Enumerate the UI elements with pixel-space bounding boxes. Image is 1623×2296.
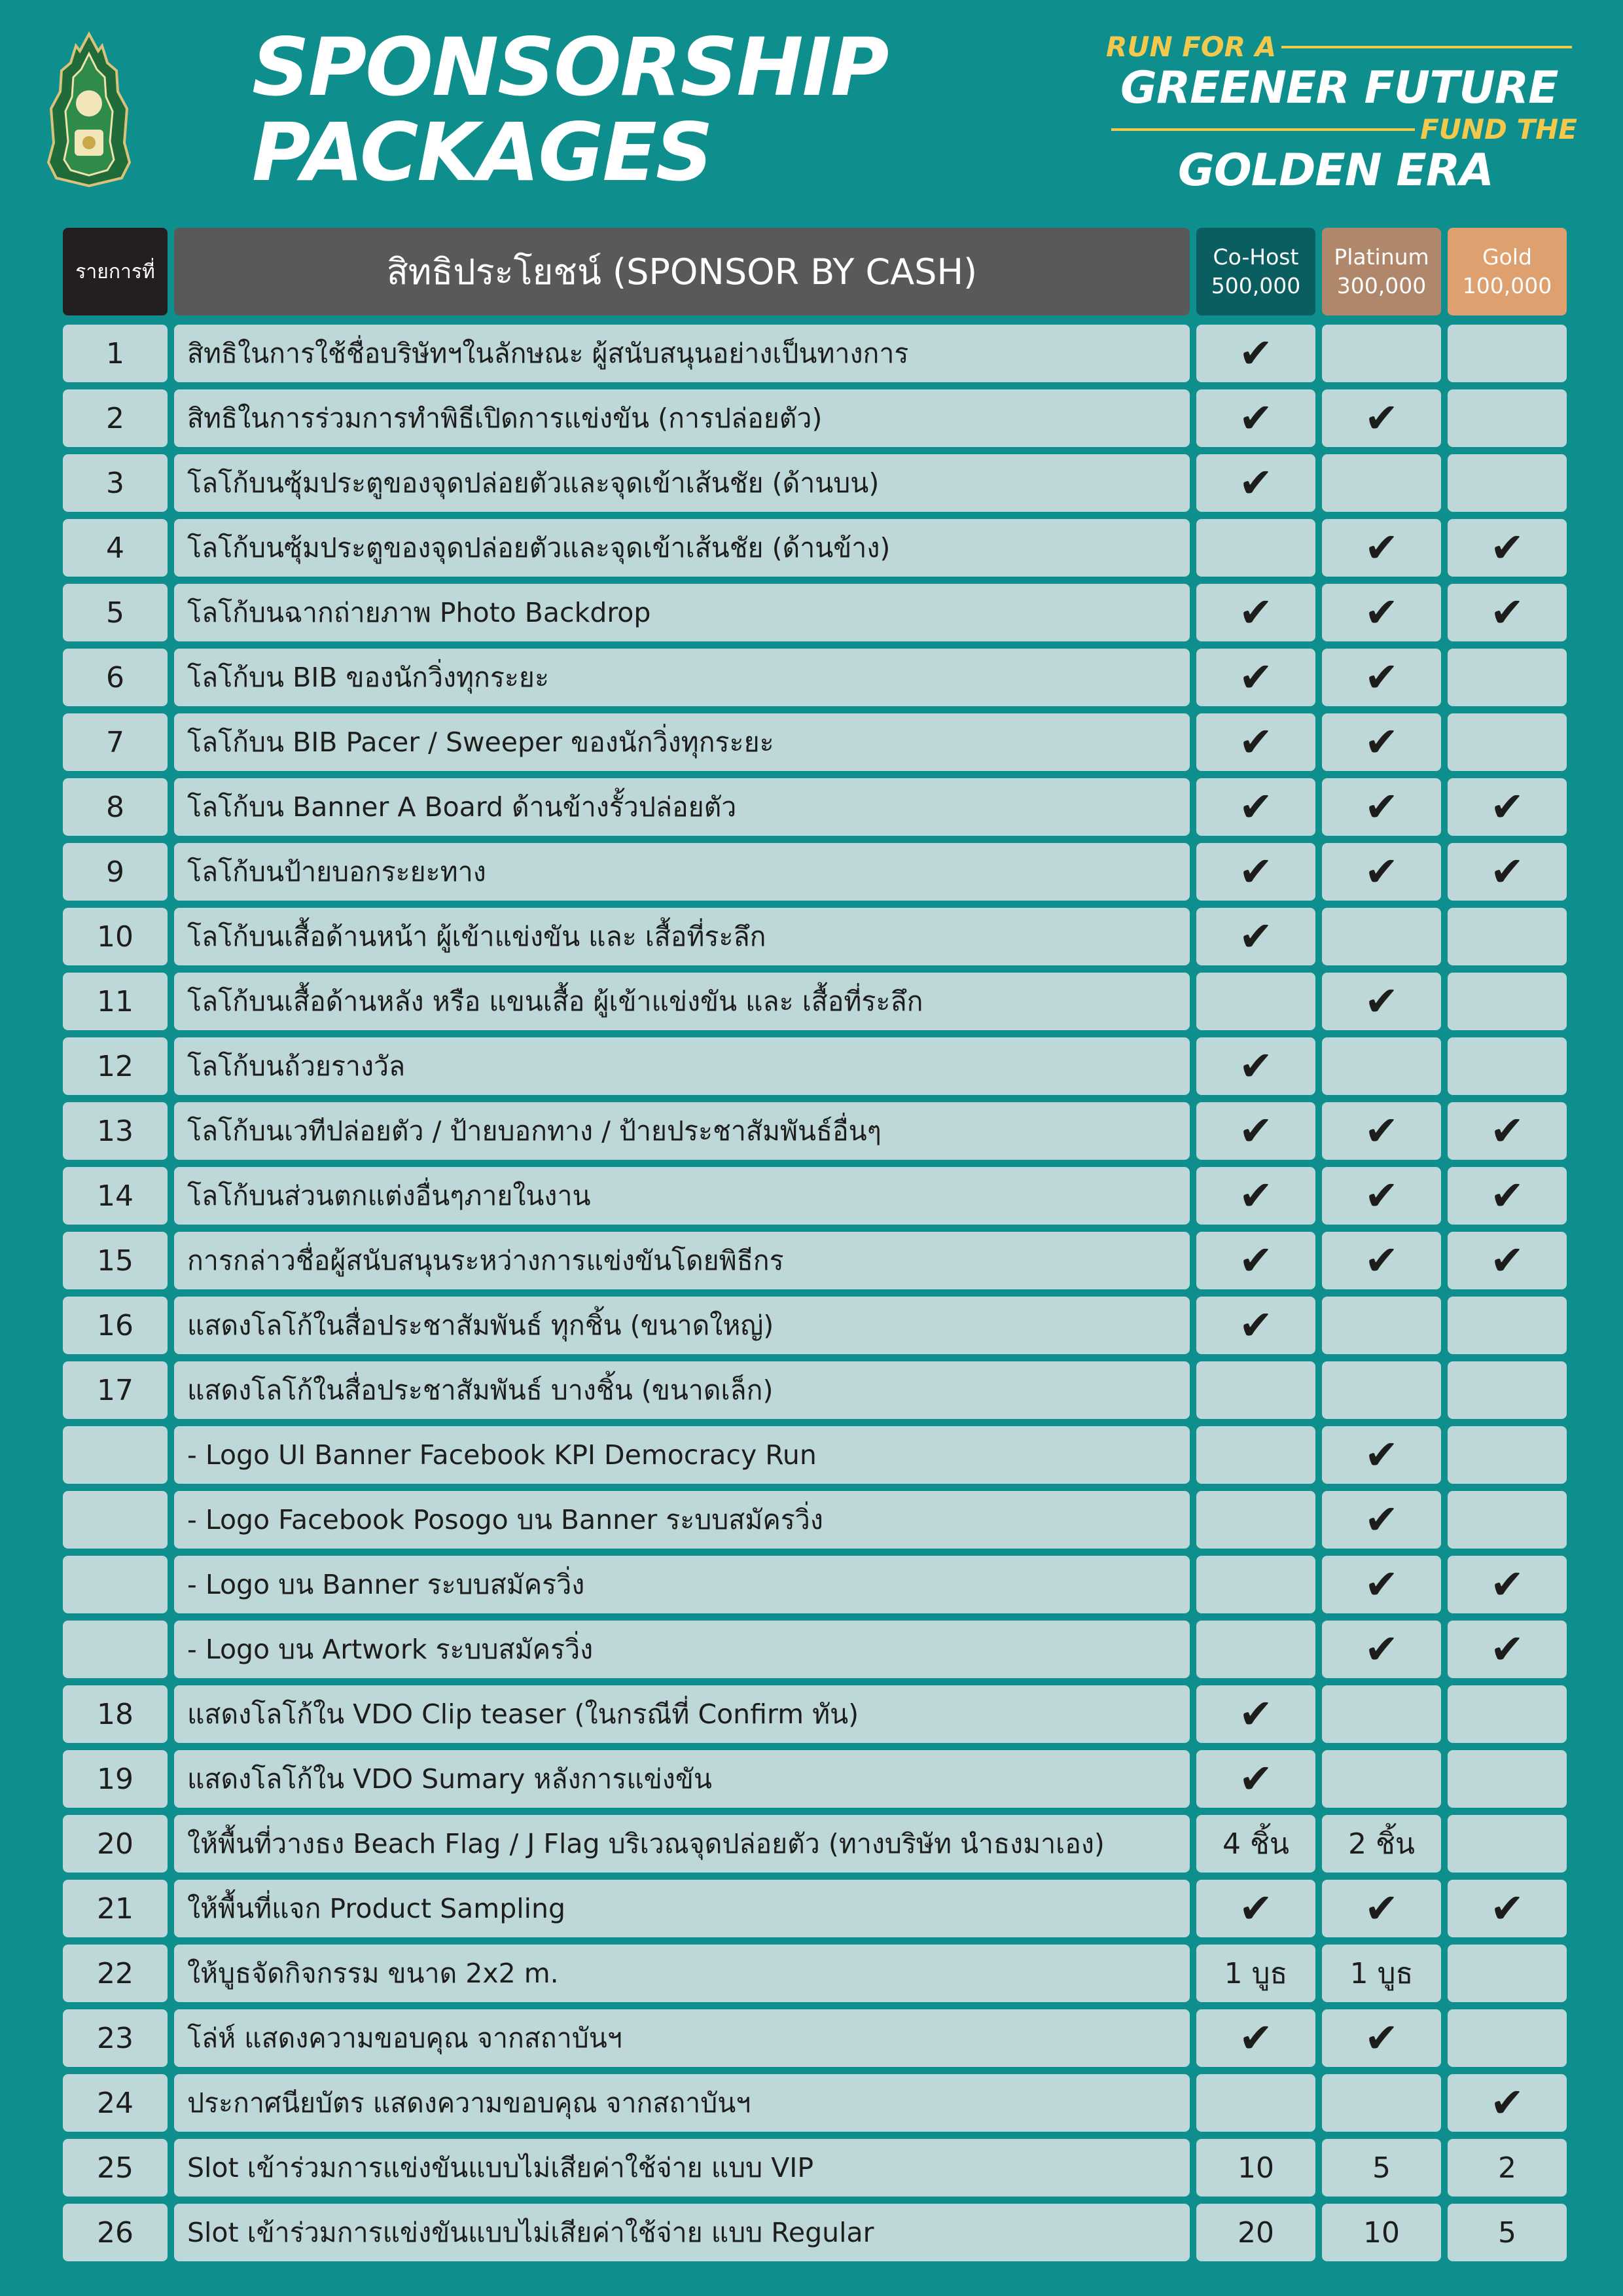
- platinum-cell: [1322, 713, 1441, 771]
- table-header: [63, 228, 1568, 315]
- item-number: 24: [63, 2074, 168, 2132]
- table-row: [63, 1232, 1568, 1289]
- header-item-no: รายการที่: [63, 228, 168, 315]
- check-icon: ✔: [1239, 1690, 1273, 1738]
- item-number: 7: [63, 713, 168, 771]
- platinum-cell: [1322, 2139, 1441, 2197]
- platinum-cell: [1322, 1621, 1441, 1678]
- platinum-cell: [1322, 454, 1441, 512]
- check-icon: ✔: [1364, 1236, 1399, 1284]
- check-icon: ✔: [1364, 783, 1399, 831]
- item-number: [63, 1556, 168, 1613]
- table-row: [63, 1621, 1568, 1678]
- table-row: [63, 778, 1568, 836]
- check-icon: ✔: [1364, 653, 1399, 701]
- benefit-description: โลโก้บนเสื้อด้านหน้า ผู้เข้าแข่งขัน และ เสื้อที่ระลึก: [174, 908, 1190, 965]
- gold-cell: [1448, 649, 1567, 706]
- platinum-cell: [1322, 1685, 1441, 1743]
- package-value: 5: [1372, 2151, 1391, 2185]
- package-value: 2 ชิ้น: [1348, 1827, 1415, 1861]
- gold-cell: [1448, 2204, 1567, 2261]
- check-icon: ✔: [1239, 1755, 1273, 1803]
- cohost-cell: [1196, 2009, 1315, 2067]
- gold-cell: [1448, 1297, 1567, 1354]
- table-row: [63, 1297, 1568, 1354]
- item-number: 3: [63, 454, 168, 512]
- package-value: 2: [1498, 2151, 1516, 2185]
- item-number: 25: [63, 2139, 168, 2197]
- gold-cell: [1448, 2009, 1567, 2067]
- title-line-1: SPONSORSHIP: [252, 21, 888, 114]
- table-row: [63, 973, 1568, 1030]
- platinum-cell: [1322, 649, 1441, 706]
- check-icon: ✔: [1364, 1496, 1399, 1543]
- cohost-cell: [1196, 1880, 1315, 1937]
- benefit-description: โลโก้บนป้ายบอกระยะทาง: [174, 843, 1190, 901]
- benefit-description: โลโก้บนซุ้มประตูของจุดปล่อยตัวและจุดเข้าเส้นชัย (ด้านบน): [174, 454, 1190, 512]
- cohost-cell: [1196, 1037, 1315, 1095]
- check-icon: ✔: [1239, 329, 1273, 377]
- table-body: [63, 325, 1568, 2269]
- check-icon: ✔: [1490, 588, 1524, 636]
- table-row: [63, 1685, 1568, 1743]
- benefit-description: แสดงโลโก้ใน VDO Clip teaser (ในกรณีที่ Confirm ทัน): [174, 1685, 1190, 1743]
- table-row: [63, 1167, 1568, 1225]
- cohost-cell: [1196, 1232, 1315, 1289]
- check-icon: ✔: [1239, 653, 1273, 701]
- table-row: [63, 908, 1568, 965]
- table-row: [63, 713, 1568, 771]
- cohost-cell: [1196, 389, 1315, 447]
- gold-cell: [1448, 1621, 1567, 1678]
- benefit-description: สิทธิในการใช้ชื่อบริษัทฯในลักษณะ ผู้สนับสนุนอย่างเป็นทางการ: [174, 325, 1190, 382]
- item-number: 17: [63, 1361, 168, 1419]
- benefit-description: ให้พื้นที่แจก Product Sampling: [174, 1880, 1190, 1937]
- cohost-cell: [1196, 2139, 1315, 2197]
- benefit-description: โลโก้บนถ้วยรางวัล: [174, 1037, 1190, 1095]
- gold-cell: [1448, 778, 1567, 836]
- cohost-cell: [1196, 908, 1315, 965]
- item-number: 8: [63, 778, 168, 836]
- benefit-description: โลโก้บนฉากถ่ายภาพ Photo Backdrop: [174, 584, 1190, 641]
- gold-cell: [1448, 1491, 1567, 1549]
- benefit-description: - Logo Facebook Posogo บน Banner ระบบสมัครวิ่ง: [174, 1491, 1190, 1549]
- item-number: 2: [63, 389, 168, 447]
- platinum-cell: [1322, 1361, 1441, 1419]
- platinum-cell: [1322, 2009, 1441, 2067]
- check-icon: ✔: [1239, 1301, 1273, 1349]
- package-value: 20: [1238, 2215, 1274, 2250]
- sponsorship-table: [63, 228, 1568, 2269]
- cohost-cell: [1196, 843, 1315, 901]
- cohost-cell: [1196, 584, 1315, 641]
- cohost-cell: [1196, 1167, 1315, 1225]
- gold-cell: [1448, 1037, 1567, 1095]
- table-row: [63, 454, 1568, 512]
- cohost-cell: [1196, 2074, 1315, 2132]
- gold-cell: [1448, 908, 1567, 965]
- package-name: Gold: [1482, 244, 1532, 270]
- check-icon: ✔: [1364, 1107, 1399, 1155]
- item-number: 19: [63, 1750, 168, 1808]
- platinum-cell: [1322, 325, 1441, 382]
- cohost-cell: [1196, 1361, 1315, 1419]
- platinum-cell: [1322, 1297, 1441, 1354]
- benefit-description: ให้บูธจัดกิจกรรม ขนาด 2x2 m.: [174, 1945, 1190, 2002]
- header-benefits: สิทธิประโยชน์ (SPONSOR BY CASH): [174, 228, 1190, 315]
- table-row: [63, 584, 1568, 641]
- package-name: Co-Host: [1213, 244, 1299, 270]
- emblem-icon: [45, 31, 134, 188]
- table-row: [63, 2074, 1568, 2132]
- item-number: 5: [63, 584, 168, 641]
- check-icon: ✔: [1364, 2014, 1399, 2062]
- check-icon: ✔: [1490, 1625, 1524, 1673]
- check-icon: ✔: [1239, 588, 1273, 636]
- item-number: 18: [63, 1685, 168, 1743]
- check-icon: ✔: [1239, 912, 1273, 960]
- package-name: Platinum: [1334, 244, 1429, 270]
- check-icon: ✔: [1239, 718, 1273, 766]
- package-value: 1 บูธ: [1224, 1957, 1288, 1990]
- benefit-description: แสดงโลโก้ใน VDO Sumary หลังการแข่งขัน: [174, 1750, 1190, 1808]
- check-icon: ✔: [1364, 394, 1399, 442]
- gold-cell: [1448, 1750, 1567, 1808]
- item-number: 21: [63, 1880, 168, 1937]
- gold-cell: [1448, 1685, 1567, 1743]
- cohost-cell: [1196, 1621, 1315, 1678]
- item-number: 4: [63, 519, 168, 577]
- table-row: [63, 1750, 1568, 1808]
- benefit-description: แสดงโลโก้ในสื่อประชาสัมพันธ์ ทุกชิ้น (ขนาดใหญ่): [174, 1297, 1190, 1354]
- tagline-rule: [1111, 128, 1415, 131]
- gold-cell: [1448, 1102, 1567, 1160]
- table-row: [63, 389, 1568, 447]
- header-gold: [1448, 228, 1567, 315]
- platinum-cell: [1322, 519, 1441, 577]
- check-icon: ✔: [1490, 1236, 1524, 1284]
- item-number: 20: [63, 1815, 168, 1873]
- header-platinum: [1322, 228, 1441, 315]
- check-icon: ✔: [1239, 1042, 1273, 1090]
- check-icon: ✔: [1490, 783, 1524, 831]
- gold-cell: [1448, 973, 1567, 1030]
- cohost-cell: [1196, 1685, 1315, 1743]
- cohost-cell: [1196, 649, 1315, 706]
- benefit-description: Slot เข้าร่วมการแข่งขันแบบไม่เสียค่าใช้จ่าย แบบ VIP: [174, 2139, 1190, 2197]
- tagline-line-3: FUND THE: [1420, 113, 1577, 145]
- check-icon: ✔: [1239, 459, 1273, 507]
- check-icon: ✔: [1490, 1107, 1524, 1155]
- title-line-2: PACKAGES: [252, 106, 712, 199]
- cohost-cell: [1196, 325, 1315, 382]
- tagline-rule: [1281, 46, 1572, 48]
- platinum-cell: [1322, 908, 1441, 965]
- table-row: [63, 1102, 1568, 1160]
- table-row: [63, 1361, 1568, 1419]
- tagline-row-3: [1106, 113, 1577, 147]
- gold-cell: [1448, 1880, 1567, 1937]
- item-number: 13: [63, 1102, 168, 1160]
- cohost-cell: [1196, 1491, 1315, 1549]
- cohost-cell: [1196, 973, 1315, 1030]
- gold-cell: [1448, 843, 1567, 901]
- platinum-cell: [1322, 1815, 1441, 1873]
- platinum-cell: [1322, 584, 1441, 641]
- gold-cell: [1448, 325, 1567, 382]
- table-row: [63, 1556, 1568, 1613]
- platinum-cell: [1322, 2074, 1441, 2132]
- gold-cell: [1448, 454, 1567, 512]
- package-price: 300,000: [1336, 273, 1427, 298]
- check-icon: ✔: [1490, 1172, 1524, 1219]
- tagline-line-4: GOLDEN ERA: [1178, 145, 1493, 196]
- cohost-cell: [1196, 2204, 1315, 2261]
- table-row: [63, 519, 1568, 577]
- tagline-line-2: GREENER FUTURE: [1120, 62, 1558, 114]
- gold-cell: [1448, 1361, 1567, 1419]
- check-icon: ✔: [1364, 1172, 1399, 1219]
- benefit-description: การกล่าวชื่อผู้สนับสนุนระหว่างการแข่งขันโดยพิธีกร: [174, 1232, 1190, 1289]
- platinum-cell: [1322, 973, 1441, 1030]
- tagline-row-1: [1106, 30, 1577, 64]
- item-number: [63, 1621, 168, 1678]
- platinum-cell: [1322, 389, 1441, 447]
- package-value: 10: [1363, 2215, 1400, 2250]
- benefit-description: โลโก้บนเวทีปล่อยตัว / ป้ายบอกทาง / ป้ายประชาสัมพันธ์อื่นๆ: [174, 1102, 1190, 1160]
- benefit-description: - Logo UI Banner Facebook KPI Democracy Run: [174, 1426, 1190, 1484]
- item-number: 15: [63, 1232, 168, 1289]
- tagline-row-4: [1106, 147, 1577, 195]
- check-icon: ✔: [1490, 1884, 1524, 1932]
- check-icon: ✔: [1364, 1560, 1399, 1608]
- check-icon: ✔: [1239, 1884, 1273, 1932]
- package-price: 500,000: [1211, 273, 1301, 298]
- cohost-cell: [1196, 1102, 1315, 1160]
- item-number: 12: [63, 1037, 168, 1095]
- gold-cell: [1448, 1815, 1567, 1873]
- item-number: 9: [63, 843, 168, 901]
- cohost-cell: [1196, 1815, 1315, 1873]
- table-row: [63, 1815, 1568, 1873]
- table-row: [63, 1880, 1568, 1937]
- benefit-description: - Logo บน Banner ระบบสมัครวิ่ง: [174, 1556, 1190, 1613]
- gold-cell: [1448, 1167, 1567, 1225]
- table-row: [63, 2204, 1568, 2261]
- platinum-cell: [1322, 1102, 1441, 1160]
- gold-cell: [1448, 1556, 1567, 1613]
- check-icon: ✔: [1364, 977, 1399, 1025]
- table-row: [63, 325, 1568, 382]
- table-row: [63, 2139, 1568, 2197]
- cohost-cell: [1196, 1426, 1315, 1484]
- platinum-cell: [1322, 1491, 1441, 1549]
- cohost-cell: [1196, 778, 1315, 836]
- benefit-description: โล่ห์ แสดงความขอบคุณ จากสถาบันฯ: [174, 2009, 1190, 2067]
- platinum-cell: [1322, 1750, 1441, 1808]
- gold-cell: [1448, 1426, 1567, 1484]
- platinum-cell: [1322, 1556, 1441, 1613]
- check-icon: ✔: [1239, 1107, 1273, 1155]
- table-row: [63, 649, 1568, 706]
- tagline-line-1: RUN FOR A: [1106, 31, 1277, 63]
- gold-cell: [1448, 713, 1567, 771]
- tagline: [1106, 30, 1577, 195]
- item-number: 1: [63, 325, 168, 382]
- gold-cell: [1448, 2074, 1567, 2132]
- item-number: [63, 1426, 168, 1484]
- tagline-row-2: [1106, 64, 1577, 113]
- benefit-description: โลโก้บน BIB Pacer / Sweeper ของนักวิ่งทุกระยะ: [174, 713, 1190, 771]
- table-row: [63, 1945, 1568, 2002]
- cohost-cell: [1196, 713, 1315, 771]
- cohost-cell: [1196, 454, 1315, 512]
- check-icon: ✔: [1490, 524, 1524, 571]
- platinum-cell: [1322, 1945, 1441, 2002]
- benefit-description: โลโก้บนเสื้อด้านหลัง หรือ แขนเสื้อ ผู้เข้าแข่งขัน และ เสื้อที่ระลึก: [174, 973, 1190, 1030]
- gold-cell: [1448, 519, 1567, 577]
- check-icon: ✔: [1364, 848, 1399, 895]
- check-icon: ✔: [1239, 848, 1273, 895]
- gold-cell: [1448, 389, 1567, 447]
- package-price: 100,000: [1462, 273, 1552, 298]
- benefit-description: สิทธิในการร่วมการทำพิธีเปิดการแข่งขัน (การปล่อยตัว): [174, 389, 1190, 447]
- cohost-cell: [1196, 1297, 1315, 1354]
- table-row: [63, 1491, 1568, 1549]
- package-value: 4 ชิ้น: [1222, 1827, 1289, 1861]
- platinum-cell: [1322, 1037, 1441, 1095]
- benefit-description: ประกาศนียบัตร แสดงความขอบคุณ จากสถาบันฯ: [174, 2074, 1190, 2132]
- platinum-cell: [1322, 2204, 1441, 2261]
- table-row: [63, 1426, 1568, 1484]
- check-icon: ✔: [1490, 1560, 1524, 1608]
- benefit-description: ให้พื้นที่วางธง Beach Flag / J Flag บริเวณจุดปล่อยตัว (ทางบริษัท นำธงมาเอง): [174, 1815, 1190, 1873]
- check-icon: ✔: [1490, 2079, 1524, 2126]
- check-icon: ✔: [1364, 1625, 1399, 1673]
- table-row: [63, 2009, 1568, 2067]
- cohost-cell: [1196, 519, 1315, 577]
- item-number: 26: [63, 2204, 168, 2261]
- benefit-description: แสดงโลโก้ในสื่อประชาสัมพันธ์ บางชิ้น (ขนาดเล็ก): [174, 1361, 1190, 1419]
- benefit-description: Slot เข้าร่วมการแข่งขันแบบไม่เสียค่าใช้จ่าย แบบ Regular: [174, 2204, 1190, 2261]
- table-row: [63, 1037, 1568, 1095]
- table-row: [63, 843, 1568, 901]
- platinum-cell: [1322, 1880, 1441, 1937]
- item-number: 14: [63, 1167, 168, 1225]
- platinum-cell: [1322, 1426, 1441, 1484]
- item-number: 6: [63, 649, 168, 706]
- page-title: [252, 21, 888, 199]
- check-icon: ✔: [1239, 394, 1273, 442]
- item-number: 10: [63, 908, 168, 965]
- check-icon: ✔: [1490, 848, 1524, 895]
- platinum-cell: [1322, 1167, 1441, 1225]
- cohost-cell: [1196, 1556, 1315, 1613]
- platinum-cell: [1322, 1232, 1441, 1289]
- platinum-cell: [1322, 778, 1441, 836]
- gold-cell: [1448, 584, 1567, 641]
- cohost-cell: [1196, 1750, 1315, 1808]
- platinum-cell: [1322, 843, 1441, 901]
- item-number: 16: [63, 1297, 168, 1354]
- benefit-description: โลโก้บนซุ้มประตูของจุดปล่อยตัวและจุดเข้าเส้นชัย (ด้านข้าง): [174, 519, 1190, 577]
- benefit-description: โลโก้บน Banner A Board ด้านข้างรั้วปล่อยตัว: [174, 778, 1190, 836]
- item-number: [63, 1491, 168, 1549]
- gold-cell: [1448, 1945, 1567, 2002]
- check-icon: ✔: [1364, 718, 1399, 766]
- item-number: 23: [63, 2009, 168, 2067]
- check-icon: ✔: [1239, 1172, 1273, 1219]
- package-value: 1 บูธ: [1349, 1957, 1414, 1990]
- check-icon: ✔: [1364, 1884, 1399, 1932]
- check-icon: ✔: [1239, 783, 1273, 831]
- cohost-cell: [1196, 1945, 1315, 2002]
- check-icon: ✔: [1239, 1236, 1273, 1284]
- gold-cell: [1448, 1232, 1567, 1289]
- check-icon: ✔: [1239, 2014, 1273, 2062]
- header-cohost: [1196, 228, 1315, 315]
- check-icon: ✔: [1364, 1431, 1399, 1479]
- item-number: 22: [63, 1945, 168, 2002]
- benefit-description: โลโก้บนส่วนตกแต่งอื่นๆภายในงาน: [174, 1167, 1190, 1225]
- benefit-description: โลโก้บน BIB ของนักวิ่งทุกระยะ: [174, 649, 1190, 706]
- package-value: 10: [1238, 2151, 1274, 2185]
- gold-cell: [1448, 2139, 1567, 2197]
- item-number: 11: [63, 973, 168, 1030]
- check-icon: ✔: [1364, 524, 1399, 571]
- benefit-description: - Logo บน Artwork ระบบสมัครวิ่ง: [174, 1621, 1190, 1678]
- check-icon: ✔: [1364, 588, 1399, 636]
- package-value: 5: [1498, 2215, 1516, 2250]
